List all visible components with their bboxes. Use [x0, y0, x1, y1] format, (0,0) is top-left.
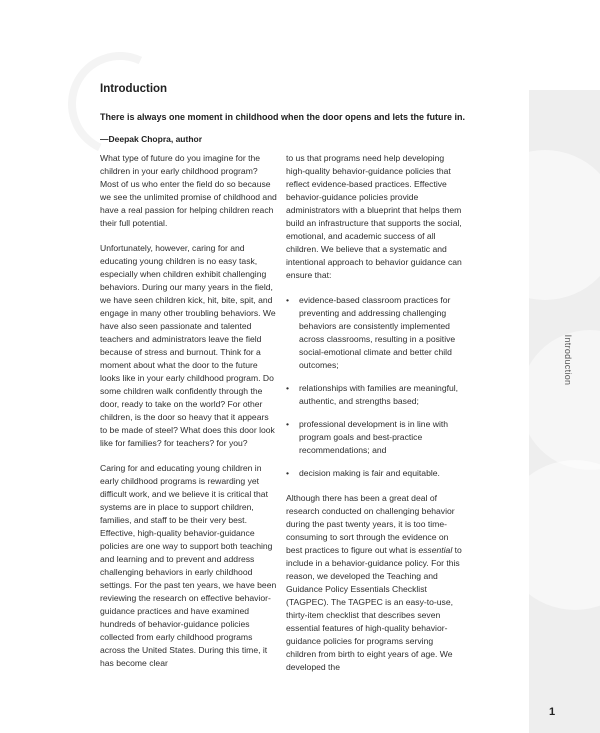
text-column-left — [100, 152, 278, 682]
list-item: • evidence-based classroom practices for preventing and addressing challenging behaviors are consistently implemented across classrooms, resulting in a positive social-emotional climate and better child outcomes; — [286, 294, 464, 372]
decorative-arc — [53, 37, 186, 170]
chapter-side-label: Introduction — [563, 334, 573, 386]
decorative-circle — [470, 150, 600, 300]
page-number: 1 — [549, 706, 556, 718]
bullet-list — [286, 294, 464, 480]
paragraph: What type of future do you imagine for the children in your early childhood program? Most of us who enter the field do so because we see the unlimited promise of childhood and have a real passion for helping children reach their full potential. — [100, 153, 277, 228]
list-item: • professional development is in line with program goals and best-practice recommendations; and — [286, 418, 464, 457]
emphasis-text: essential — [418, 545, 453, 555]
text-run: Although there has been a great deal of research conducted on challenging behavior during the past twenty years, it is too time-consuming to sort through the evidence on best practices to figure out what is — [286, 493, 455, 555]
epigraph-author: —Deepak Chopra, author — [100, 134, 203, 144]
paragraph: Caring for and educating young children in early childhood programs is rewarding yet difficult work, and we believe it is critical that systems are in place to support children, families, and staff to be their very best. Effective, high-quality behavior-guidance policies are one way to support both teaching and learning and to prevent and address challenging behaviors in early childhood settings. For the past ten years, we have been reviewing the research on effective behavior-guidance practices and have examined hundreds of behavior-guidance policies collected from early childhood programs across the United States. During this time, it has become clear — [100, 463, 277, 668]
list-item: • relationships with families are meaningful, authentic, and strengths based; — [286, 382, 464, 408]
section-title: Introduction — [100, 83, 168, 95]
paragraph — [286, 492, 464, 674]
paragraph: to us that programs need help developing high-quality behavior-guidance policies that reflect evidence-based practices. Effective behavior-guidance policies provide administrators with a blueprint that helps them build an infrastructure that supports the social, emotional, and academic success of all children. We believe that a systematic and intentional approach to behavior guidance can ensure that: — [286, 153, 462, 280]
text-run: to include in a behavior-guidance policy. For this reason, we developed the Teaching and Guidance Policy Essentials Checklist (TAGPEC). The TAGPEC is an easy-to-use, thirty-item checklist that describes seven essential features of high-quality behavior-guidance policies for programs serving children from birth to eight years of age. We developed the — [286, 545, 462, 672]
paragraph: Unfortunately, however, caring for and educating young children is no easy task, especially when children exhibit challenging behaviors. During our many years in the field, we have seen children kick, hit, bite, spit, and engage in many other troubling behaviors. We have also seen passionate and talented teachers and administrators leave the field because of stress and burnout. Think for a moment about what the door to the future looks like in your early childhood program. Do some children walk confidently through the door, ready to take on the world? For other children, is the door so heavy that it appears to be made of steel? What does this door look like for families? for teachers? for you? — [100, 243, 276, 448]
text-column-right — [286, 152, 464, 686]
epigraph-quote: There is always one moment in childhood when the door opens and lets the future in. — [100, 112, 466, 122]
list-item: • decision making is fair and equitable. — [286, 467, 464, 480]
decorative-circle — [500, 460, 600, 610]
